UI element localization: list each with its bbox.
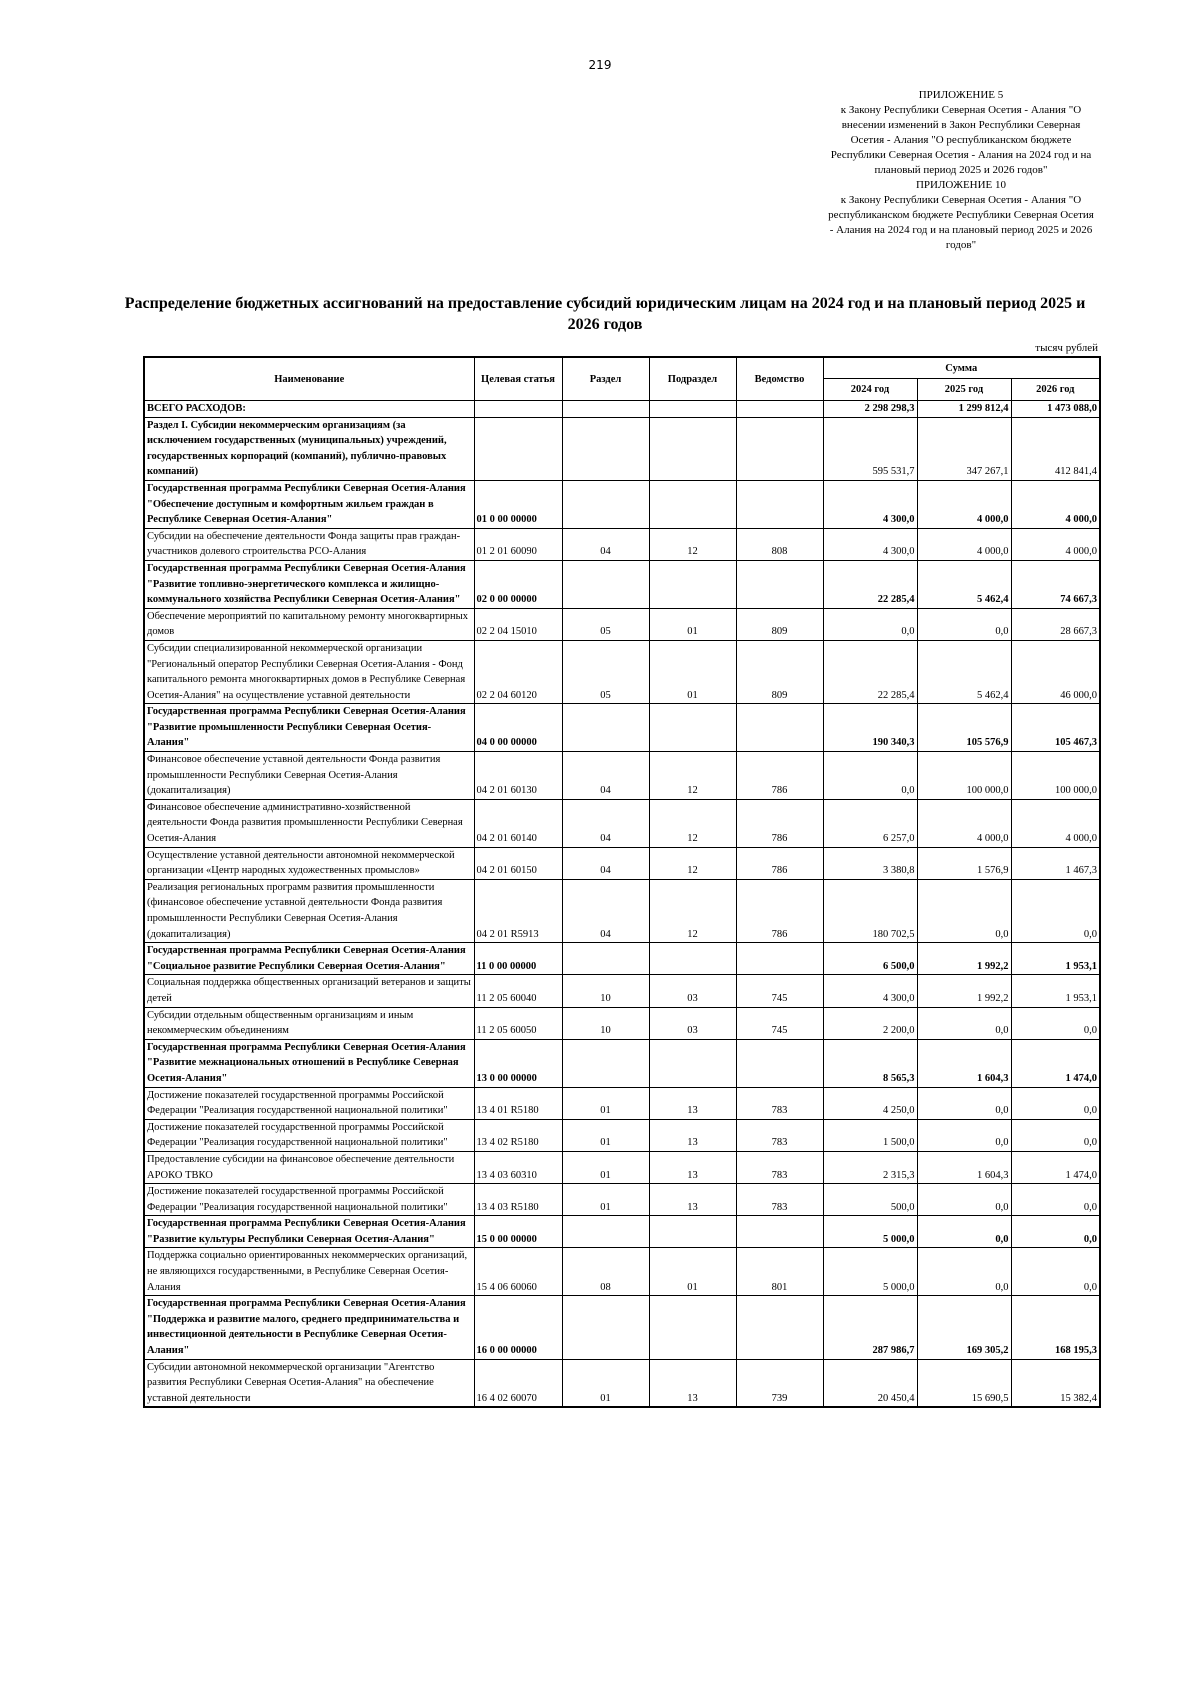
row-amount-2024: 1 500,0: [823, 1119, 917, 1151]
row-amount-2026: 4 000,0: [1011, 480, 1100, 528]
row-subsection: 13: [649, 1184, 736, 1216]
table-row: [144, 608, 1100, 640]
annex-label-10: ПРИЛОЖЕНИЕ 10: [915, 179, 1007, 191]
row-amount-2026: 1 953,1: [1011, 975, 1100, 1007]
header-year-2025: 2025 год: [917, 379, 1011, 401]
row-amount-2025: 0,0: [917, 1216, 1011, 1248]
row-target-article: 13 4 02 R5180: [474, 1119, 562, 1151]
row-amount-2026: 46 000,0: [1011, 640, 1100, 703]
row-section: 05: [562, 608, 649, 640]
row-amount-2024: 4 250,0: [823, 1087, 917, 1119]
row-subsection: [649, 1216, 736, 1248]
table-row: [144, 704, 1100, 752]
row-name: Обеспечение мероприятий по капитальному ремонту многоквартирных домов: [144, 608, 474, 640]
table-row: [144, 799, 1100, 847]
table-row: [144, 1119, 1100, 1151]
annex-block: [826, 88, 1096, 253]
row-amount-2024: 287 986,7: [823, 1296, 917, 1359]
row-department: [736, 1216, 823, 1248]
row-subsection: [649, 1296, 736, 1359]
table-row: [144, 847, 1100, 879]
row-subsection: 01: [649, 1248, 736, 1296]
table-row: [144, 640, 1100, 703]
row-department: [736, 401, 823, 418]
row-department: 739: [736, 1359, 823, 1407]
row-name: Государственная программа Республики Северная Осетия-Алания "Поддержка и развитие малого, среднего предпринимательства и инвестиционной деятельности в Республике Северная Осетия-Алания": [144, 1296, 474, 1359]
row-department: 783: [736, 1087, 823, 1119]
row-subsection: [649, 417, 736, 480]
row-amount-2025: 0,0: [917, 1248, 1011, 1296]
row-name: Субсидии автономной некоммерческой организации "Агентство развития Республики Северная Осетия-Алания" на обеспечение уставной деятельности: [144, 1359, 474, 1407]
row-target-article: [474, 417, 562, 480]
row-name: Субсидии на обеспечение деятельности Фонда защиты прав граждан-участников долевого строительства РСО-Алания: [144, 528, 474, 560]
row-department: 783: [736, 1119, 823, 1151]
row-department: [736, 560, 823, 608]
row-name: Раздел I. Субсидии некоммерческим организациям (за исключением государственных (муниципальных) учреждений, государственных корпораций (компаний), публично-правовых компаний): [144, 417, 474, 480]
row-section: 04: [562, 799, 649, 847]
row-section: 01: [562, 1151, 649, 1183]
row-name: Достижение показателей государственной программы Российской Федерации "Реализация государственной национальной политики": [144, 1119, 474, 1151]
row-amount-2024: 2 298 298,3: [823, 401, 917, 418]
row-name: Социальная поддержка общественных организаций ветеранов и защиты детей: [144, 975, 474, 1007]
table-row: [144, 1248, 1100, 1296]
row-department: 745: [736, 1007, 823, 1039]
row-amount-2024: 0,0: [823, 608, 917, 640]
row-amount-2024: 3 380,8: [823, 847, 917, 879]
row-section: 01: [562, 1087, 649, 1119]
row-amount-2025: 347 267,1: [917, 417, 1011, 480]
row-department: 809: [736, 640, 823, 703]
row-amount-2025: 0,0: [917, 1087, 1011, 1119]
row-target-article: 11 2 05 60050: [474, 1007, 562, 1039]
row-target-article: 16 0 00 00000: [474, 1296, 562, 1359]
row-subsection: 13: [649, 1119, 736, 1151]
row-department: 783: [736, 1184, 823, 1216]
annex-text-5: к Закону Республики Северная Осетия - Алания "О внесении изменений в Закон Республики Северная Осетия - Алания "О республиканском бюджете Республики Северная Осетия - Алания на 2024 год и на плановый период 2025 и 2026 годов": [830, 104, 1092, 176]
row-target-article: 02 2 04 15010: [474, 608, 562, 640]
row-subsection: [649, 704, 736, 752]
row-section: [562, 1039, 649, 1087]
row-target-article: 01 2 01 60090: [474, 528, 562, 560]
table-row: [144, 752, 1100, 800]
row-amount-2026: 4 000,0: [1011, 799, 1100, 847]
row-section: [562, 943, 649, 975]
row-amount-2026: 1 953,1: [1011, 943, 1100, 975]
row-target-article: 04 2 01 60150: [474, 847, 562, 879]
row-name: Государственная программа Республики Северная Осетия-Алания "Развитие межнациональных отношений в Республике Северная Осетия-Алания": [144, 1039, 474, 1087]
row-section: [562, 417, 649, 480]
row-subsection: [649, 560, 736, 608]
row-subsection: 01: [649, 608, 736, 640]
row-section: [562, 704, 649, 752]
row-section: 10: [562, 975, 649, 1007]
row-section: 05: [562, 640, 649, 703]
table-row: [144, 1296, 1100, 1359]
row-amount-2025: 4 000,0: [917, 528, 1011, 560]
row-target-article: 13 4 01 R5180: [474, 1087, 562, 1119]
row-amount-2026: 0,0: [1011, 1216, 1100, 1248]
row-amount-2025: 0,0: [917, 1007, 1011, 1039]
row-amount-2026: 105 467,3: [1011, 704, 1100, 752]
row-department: 783: [736, 1151, 823, 1183]
row-subsection: 12: [649, 752, 736, 800]
row-amount-2024: 0,0: [823, 752, 917, 800]
row-name: Достижение показателей государственной программы Российской Федерации "Реализация государственной национальной политики": [144, 1184, 474, 1216]
row-amount-2025: 0,0: [917, 879, 1011, 942]
row-amount-2025: 1 604,3: [917, 1039, 1011, 1087]
row-subsection: [649, 943, 736, 975]
row-amount-2024: 8 565,3: [823, 1039, 917, 1087]
row-name: Финансовое обеспечение уставной деятельности Фонда развития промышленности Республики Северная Осетия-Алания (докапитализация): [144, 752, 474, 800]
row-section: [562, 1296, 649, 1359]
row-amount-2024: 4 300,0: [823, 975, 917, 1007]
row-amount-2024: 2 200,0: [823, 1007, 917, 1039]
row-name: Государственная программа Республики Северная Осетия-Алания "Развитие промышленности Республики Северная Осетия-Алания": [144, 704, 474, 752]
row-target-article: 13 0 00 00000: [474, 1039, 562, 1087]
row-amount-2025: 4 000,0: [917, 480, 1011, 528]
row-amount-2024: 22 285,4: [823, 560, 917, 608]
row-amount-2026: 0,0: [1011, 1007, 1100, 1039]
table-row: [144, 1359, 1100, 1407]
row-department: 809: [736, 608, 823, 640]
row-name: Государственная программа Республики Северная Осетия-Алания "Социальное развитие Республики Северная Осетия-Алания": [144, 943, 474, 975]
row-target-article: 02 2 04 60120: [474, 640, 562, 703]
row-amount-2024: 6 257,0: [823, 799, 917, 847]
row-target-article: 11 2 05 60040: [474, 975, 562, 1007]
row-department: 808: [736, 528, 823, 560]
row-amount-2025: 1 992,2: [917, 975, 1011, 1007]
row-section: 01: [562, 1119, 649, 1151]
row-amount-2025: 5 462,4: [917, 560, 1011, 608]
row-amount-2025: 1 992,2: [917, 943, 1011, 975]
header-sum: Сумма: [823, 357, 1100, 379]
row-amount-2024: 4 300,0: [823, 528, 917, 560]
header-year-2024: 2024 год: [823, 379, 917, 401]
budget-table: [143, 356, 1101, 1408]
row-amount-2026: 0,0: [1011, 1119, 1100, 1151]
row-amount-2025: 15 690,5: [917, 1359, 1011, 1407]
row-target-article: 02 0 00 00000: [474, 560, 562, 608]
row-section: 08: [562, 1248, 649, 1296]
row-amount-2024: 22 285,4: [823, 640, 917, 703]
row-name: Поддержка социально ориентированных некоммерческих организаций, не являющихся государственными, в Республике Северная Осетия-Алания: [144, 1248, 474, 1296]
row-section: 01: [562, 1184, 649, 1216]
header-subsection: Подраздел: [649, 357, 736, 401]
row-name: Предоставление субсидии на финансовое обеспечение деятельности АРОКО ТВКО: [144, 1151, 474, 1183]
row-name: ВСЕГО РАСХОДОВ:: [144, 401, 474, 418]
annex-label-5: ПРИЛОЖЕНИЕ 5: [918, 89, 1004, 101]
row-name: Реализация региональных программ развития промышленности (финансовое обеспечение уставной деятельности Фонда развития промышленности Республики Северная Осетия-Алания (докапитализация): [144, 879, 474, 942]
row-department: [736, 417, 823, 480]
row-amount-2024: 20 450,4: [823, 1359, 917, 1407]
row-subsection: 12: [649, 799, 736, 847]
row-amount-2024: 500,0: [823, 1184, 917, 1216]
row-amount-2025: 0,0: [917, 608, 1011, 640]
row-subsection: 13: [649, 1087, 736, 1119]
page-number: 219: [588, 58, 612, 72]
table-row: [144, 1087, 1100, 1119]
row-subsection: 12: [649, 847, 736, 879]
header-year-2026: 2026 год: [1011, 379, 1100, 401]
row-target-article: 04 2 01 R5913: [474, 879, 562, 942]
row-amount-2024: 180 702,5: [823, 879, 917, 942]
row-target-article: 15 4 06 60060: [474, 1248, 562, 1296]
document-title: Распределение бюджетных ассигнований на предоставление субсидий юридическим лицам на 2024 год и на плановый период 2025 и 2026 годов: [124, 295, 1086, 333]
row-subsection: [649, 401, 736, 418]
row-target-article: 04 2 01 60130: [474, 752, 562, 800]
row-amount-2025: 5 462,4: [917, 640, 1011, 703]
table-row: [144, 943, 1100, 975]
row-amount-2026: 412 841,4: [1011, 417, 1100, 480]
row-name: Государственная программа Республики Северная Осетия-Алания "Обеспечение доступным и комфортным жильем граждан в Республике Северная Осетия-Алания": [144, 480, 474, 528]
row-department: 786: [736, 879, 823, 942]
row-section: 04: [562, 847, 649, 879]
row-department: 786: [736, 847, 823, 879]
row-subsection: 13: [649, 1359, 736, 1407]
row-subsection: 13: [649, 1151, 736, 1183]
row-amount-2026: 0,0: [1011, 1184, 1100, 1216]
row-amount-2026: 0,0: [1011, 879, 1100, 942]
row-amount-2024: 5 000,0: [823, 1216, 917, 1248]
row-amount-2026: 74 667,3: [1011, 560, 1100, 608]
row-department: [736, 943, 823, 975]
row-subsection: [649, 1039, 736, 1087]
row-target-article: 01 0 00 00000: [474, 480, 562, 528]
table-row: [144, 975, 1100, 1007]
row-amount-2024: 595 531,7: [823, 417, 917, 480]
row-name: Осуществление уставной деятельности автономной некоммерческой организации «Центр народных художественных промыслов»: [144, 847, 474, 879]
row-amount-2025: 0,0: [917, 1184, 1011, 1216]
row-section: 04: [562, 528, 649, 560]
row-section: 01: [562, 1359, 649, 1407]
table-row: [144, 1216, 1100, 1248]
row-amount-2026: 4 000,0: [1011, 528, 1100, 560]
annex-text-10: к Закону Республики Северная Осетия - Алания "О республиканском бюджете Республики Северная Осетия - Алания на 2024 год и на плановый период 2025 и 2026 годов": [828, 194, 1094, 251]
row-name: Субсидии отдельным общественным организациям и иным некоммерческим объединениям: [144, 1007, 474, 1039]
row-amount-2026: 28 667,3: [1011, 608, 1100, 640]
row-subsection: [649, 480, 736, 528]
row-amount-2025: 1 576,9: [917, 847, 1011, 879]
row-department: 745: [736, 975, 823, 1007]
table-row: [144, 879, 1100, 942]
row-subsection: 03: [649, 975, 736, 1007]
row-target-article: 16 4 02 60070: [474, 1359, 562, 1407]
row-amount-2025: 4 000,0: [917, 799, 1011, 847]
row-department: 786: [736, 799, 823, 847]
row-amount-2026: 100 000,0: [1011, 752, 1100, 800]
row-section: 04: [562, 752, 649, 800]
table-row: [144, 560, 1100, 608]
row-amount-2025: 1 604,3: [917, 1151, 1011, 1183]
row-amount-2026: 1 474,0: [1011, 1151, 1100, 1183]
row-section: [562, 401, 649, 418]
header-section: Раздел: [562, 357, 649, 401]
row-amount-2026: 168 195,3: [1011, 1296, 1100, 1359]
row-name: Финансовое обеспечение административно-хозяйственной деятельности Фонда развития промышленности Республики Северная Осетия-Алания: [144, 799, 474, 847]
row-amount-2024: 2 315,3: [823, 1151, 917, 1183]
row-subsection: 12: [649, 879, 736, 942]
row-section: [562, 1216, 649, 1248]
row-target-article: 04 2 01 60140: [474, 799, 562, 847]
row-amount-2026: 0,0: [1011, 1248, 1100, 1296]
row-subsection: 01: [649, 640, 736, 703]
row-target-article: 13 4 03 R5180: [474, 1184, 562, 1216]
row-amount-2024: 4 300,0: [823, 480, 917, 528]
row-amount-2026: 0,0: [1011, 1087, 1100, 1119]
row-department: [736, 480, 823, 528]
row-amount-2025: 100 000,0: [917, 752, 1011, 800]
row-target-article: [474, 401, 562, 418]
table-row: [144, 1039, 1100, 1087]
header-name: Наименование: [144, 357, 474, 401]
table-row: [144, 1184, 1100, 1216]
row-amount-2026: 1 473 088,0: [1011, 401, 1100, 418]
row-name: Субсидии специализированной некоммерческой организации "Региональный оператор Республики Северная Осетия-Алания - Фонд капитального ремонта многоквартирных домов в Республике Северная Осетия-Алания" на осуществление уставной деятельности: [144, 640, 474, 703]
table-row: [144, 1151, 1100, 1183]
row-amount-2026: 15 382,4: [1011, 1359, 1100, 1407]
row-department: [736, 704, 823, 752]
row-section: [562, 560, 649, 608]
units-label: тысяч рублей: [1035, 342, 1098, 354]
table-row: [144, 528, 1100, 560]
table-body: [144, 401, 1100, 1408]
row-department: 786: [736, 752, 823, 800]
row-department: [736, 1296, 823, 1359]
row-amount-2026: 1 467,3: [1011, 847, 1100, 879]
row-amount-2024: 5 000,0: [823, 1248, 917, 1296]
row-amount-2024: 190 340,3: [823, 704, 917, 752]
row-target-article: 15 0 00 00000: [474, 1216, 562, 1248]
row-name: Государственная программа Республики Северная Осетия-Алания "Развитие культуры Республики Северная Осетия-Алания": [144, 1216, 474, 1248]
row-target-article: 04 0 00 00000: [474, 704, 562, 752]
row-subsection: 03: [649, 1007, 736, 1039]
table-row: [144, 1007, 1100, 1039]
row-amount-2025: 0,0: [917, 1119, 1011, 1151]
table-row: [144, 480, 1100, 528]
header-target: Целевая статья: [474, 357, 562, 401]
row-amount-2025: 105 576,9: [917, 704, 1011, 752]
row-amount-2025: 1 299 812,4: [917, 401, 1011, 418]
row-department: 801: [736, 1248, 823, 1296]
row-name: Достижение показателей государственной программы Российской Федерации "Реализация государственной национальной политики": [144, 1087, 474, 1119]
row-amount-2025: 169 305,2: [917, 1296, 1011, 1359]
row-amount-2026: 1 474,0: [1011, 1039, 1100, 1087]
row-section: 10: [562, 1007, 649, 1039]
row-subsection: 12: [649, 528, 736, 560]
row-amount-2024: 6 500,0: [823, 943, 917, 975]
row-department: [736, 1039, 823, 1087]
table-row: [144, 417, 1100, 480]
row-target-article: 11 0 00 00000: [474, 943, 562, 975]
row-name: Государственная программа Республики Северная Осетия-Алания "Развитие топливно-энергетического комплекса и жилищно-коммунального хозяйства Республики Северная Осетия-Алания": [144, 560, 474, 608]
row-section: 04: [562, 879, 649, 942]
header-department: Ведомство: [736, 357, 823, 401]
row-target-article: 13 4 03 60310: [474, 1151, 562, 1183]
table-row: [144, 401, 1100, 418]
row-section: [562, 480, 649, 528]
